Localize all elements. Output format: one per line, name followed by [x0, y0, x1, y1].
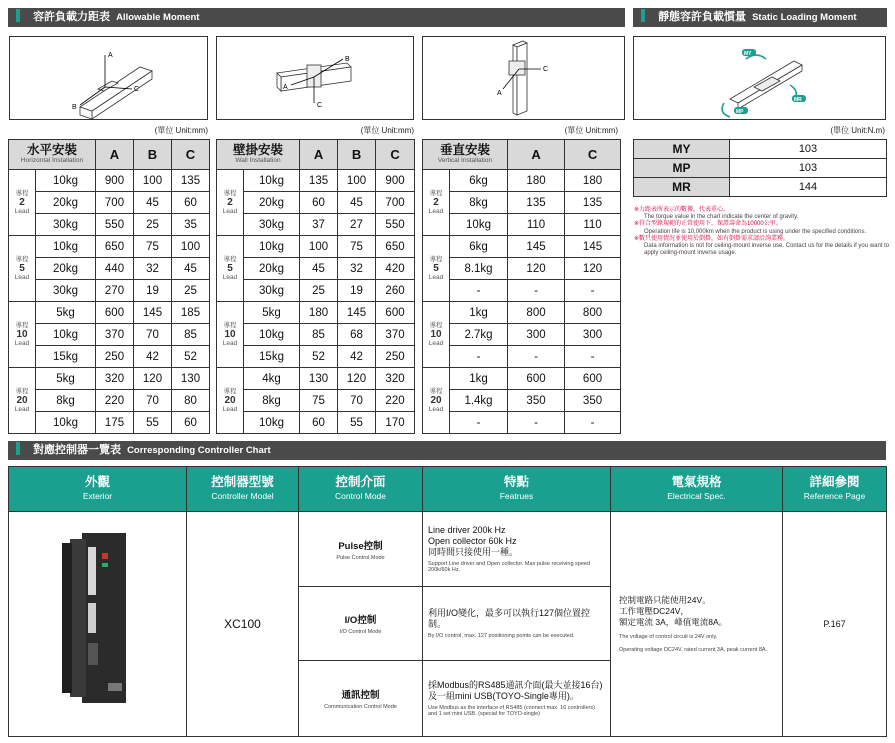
- moment-value-cell: 650: [96, 236, 134, 258]
- load-cell: 5kg: [36, 302, 96, 324]
- axis-c-label: C: [543, 66, 549, 73]
- load-cell: -: [450, 346, 508, 368]
- column-header-c: C: [565, 140, 621, 170]
- moment-value-cell: 300: [508, 324, 565, 346]
- load-cell: 20kg: [36, 192, 96, 214]
- table-row: [217, 258, 415, 280]
- lead-cell: 導程 10 Lead: [217, 302, 244, 368]
- moment-value-cell: 100: [134, 170, 172, 192]
- moment-value-cell: 180: [300, 302, 338, 324]
- moment-value-cell: 350: [508, 390, 565, 412]
- moment-value-cell: 180: [508, 170, 565, 192]
- moment-value-cell: 80: [172, 390, 210, 412]
- moment-value-cell: 60: [172, 412, 210, 434]
- moment-value-cell: 420: [376, 258, 415, 280]
- allowable-moment-header: 容許負載力距表 Allowable Moment: [8, 8, 625, 27]
- horizontal-actuator-icon: [10, 37, 207, 119]
- moment-value: 103: [730, 140, 887, 159]
- moment-value-cell: 320: [376, 368, 415, 390]
- load-cell: 8kg: [450, 192, 508, 214]
- load-cell: 10kg: [36, 170, 96, 192]
- table-row: [9, 390, 210, 412]
- moment-value-cell: 260: [376, 280, 415, 302]
- table-row: [217, 192, 415, 214]
- moment-value-cell: 27: [338, 214, 376, 236]
- axis-c-label: C: [134, 86, 140, 93]
- table-row: [217, 412, 415, 434]
- moment-value-cell: 85: [300, 324, 338, 346]
- moment-value-cell: -: [508, 412, 565, 434]
- moment-value-cell: 130: [300, 368, 338, 390]
- notes: ※力距表所表示的數據，代表重心。 The torque value in the chart indicate the center of gravity. ※符合型錄規範的正常使用下，保證壽命為10000公里。 Operation life is 10,000km when the product is using under the specified conditions. ※數只使用情況並使用於倒掛，如有倒掛需求請洽詢業務。 Data information is not for ceiling-mount inverse use. Contact us for the details if you want to apply ceiling-mount inverse usage.: [634, 207, 890, 257]
- load-cell: 30kg: [36, 214, 96, 236]
- table-row: [217, 368, 415, 390]
- install-type-header: 垂直安裝 Vertical Installation: [423, 140, 508, 170]
- vertical-moment-table: [422, 139, 621, 434]
- axis-b-label: B: [72, 104, 77, 111]
- static-moment-actuator-icon: [634, 37, 885, 119]
- controller-column-header: 詳細參閱 Reference Page: [783, 467, 887, 512]
- moment-value-cell: 800: [508, 302, 565, 324]
- table-row: [217, 390, 415, 412]
- moment-value-cell: 110: [508, 214, 565, 236]
- load-cell: 10kg: [36, 412, 96, 434]
- static-moment-row: [634, 159, 887, 178]
- load-cell: 4kg: [244, 368, 300, 390]
- moment-value-cell: 600: [96, 302, 134, 324]
- moment-value-cell: 120: [134, 368, 172, 390]
- moment-value-cell: 550: [96, 214, 134, 236]
- load-cell: 8kg: [244, 390, 300, 412]
- static-moment-row: [634, 178, 887, 197]
- moment-value-cell: 60: [300, 192, 338, 214]
- moment-value-cell: 250: [376, 346, 415, 368]
- moment-value-cell: 220: [96, 390, 134, 412]
- table-row: [9, 324, 210, 346]
- table-row: [9, 170, 210, 192]
- moment-value-cell: 60: [300, 412, 338, 434]
- lead-cell: 導程 10 Lead: [9, 302, 36, 368]
- moment-value-cell: 900: [376, 170, 415, 192]
- moment-value-cell: 220: [376, 390, 415, 412]
- moment-value-cell: 370: [96, 324, 134, 346]
- unit-label: (單位 Unit:mm): [154, 126, 208, 135]
- load-cell: 10kg: [244, 324, 300, 346]
- wall-install-diagram: [216, 36, 414, 120]
- moment-value-cell: 25: [300, 280, 338, 302]
- controller-column-header: 控制介面 Control Mode: [299, 467, 423, 512]
- table-row: [217, 324, 415, 346]
- table-row: [423, 390, 621, 412]
- load-cell: -: [450, 280, 508, 302]
- moment-value-cell: 170: [376, 412, 415, 434]
- moment-value-cell: 600: [508, 368, 565, 390]
- table-row: [423, 346, 621, 368]
- moment-value-cell: 185: [172, 302, 210, 324]
- controller-exterior-image: [9, 512, 187, 737]
- table-row: [423, 192, 621, 214]
- moment-value-cell: 135: [300, 170, 338, 192]
- moment-value-cell: 135: [172, 170, 210, 192]
- moment-value-cell: 120: [508, 258, 565, 280]
- table-row: [423, 302, 621, 324]
- moment-value-cell: 19: [134, 280, 172, 302]
- moment-type: MR: [634, 178, 730, 197]
- feat0-text: Line driver 200k Hz Open collector 60k Hz 同時間只接使用一種。: [428, 524, 519, 557]
- moment-value-cell: 100: [172, 236, 210, 258]
- wall-moment-table: [216, 139, 415, 434]
- moment-value-cell: 600: [565, 368, 621, 390]
- moment-value-cell: 145: [134, 302, 172, 324]
- moment-value-cell: 42: [338, 346, 376, 368]
- moment-value-cell: -: [508, 280, 565, 302]
- load-cell: -: [450, 412, 508, 434]
- table-row: [9, 346, 210, 368]
- moment-type: MP: [634, 159, 730, 178]
- moment-value-cell: -: [565, 412, 621, 434]
- control-mode-communication: 通訊控制 Communication Control Mode: [299, 661, 423, 737]
- lead-cell: 導程 10 Lead: [423, 302, 450, 368]
- static-moment-row: [634, 140, 887, 159]
- load-cell: 30kg: [244, 214, 300, 236]
- mp-label: MP: [736, 109, 744, 115]
- load-cell: 1.4kg: [450, 390, 508, 412]
- column-header-a: A: [300, 140, 338, 170]
- load-cell: 30kg: [244, 280, 300, 302]
- horizontal-moment-table: [8, 139, 210, 434]
- feature-pulse: Line driver 200k Hz Open collector 60k Hz 同時間只接使用一種。 Support Line driver and Open collector. Max pulse receiving speed 200k/60k Hz.: [423, 512, 611, 587]
- table-row: [423, 280, 621, 302]
- load-cell: 15kg: [244, 346, 300, 368]
- lead-cell: 導程 2 Lead: [217, 170, 244, 236]
- controller-model: XC100: [187, 512, 299, 737]
- moment-value-cell: 75: [134, 236, 172, 258]
- load-cell: 15kg: [36, 346, 96, 368]
- table-row: [9, 258, 210, 280]
- moment-value: 103: [730, 159, 887, 178]
- table-row: [9, 412, 210, 434]
- moment-value-cell: 550: [376, 214, 415, 236]
- axis-c-label: C: [317, 102, 323, 109]
- lead-cell: 導程 20 Lead: [423, 368, 450, 434]
- moment-value-cell: 45: [172, 258, 210, 280]
- my-label: MY: [744, 51, 752, 57]
- moment-value-cell: 650: [376, 236, 415, 258]
- load-cell: 20kg: [244, 192, 300, 214]
- table-row: [423, 368, 621, 390]
- wall-actuator-icon: [217, 37, 413, 119]
- controller-column-header: 特點 Featrues: [423, 467, 611, 512]
- moment-value-cell: 900: [96, 170, 134, 192]
- moment-value-cell: 55: [134, 412, 172, 434]
- table-row: [217, 346, 415, 368]
- moment-value-cell: 70: [134, 390, 172, 412]
- static-loading-moment-header: 靜態容許負載慣量 Static Loading Moment: [633, 8, 887, 27]
- moment-value-cell: 300: [565, 324, 621, 346]
- load-cell: 20kg: [244, 258, 300, 280]
- load-cell: 1kg: [450, 368, 508, 390]
- column-header-a: A: [96, 140, 134, 170]
- install-type-header: 壁掛安裝 Wall Installation: [217, 140, 300, 170]
- moment-value-cell: 100: [338, 170, 376, 192]
- unit-label: (單位 Unit:N.m): [830, 126, 885, 135]
- column-header-a: A: [508, 140, 565, 170]
- control-mode-io: I/O控制 I/O Control Mode: [299, 587, 423, 661]
- table-row: [423, 170, 621, 192]
- reference-page: P.167: [783, 512, 887, 737]
- table-row: [9, 302, 210, 324]
- load-cell: 10kg: [36, 236, 96, 258]
- moment-value-cell: 75: [338, 236, 376, 258]
- controller-column-header: 控制器型號 Controller Model: [187, 467, 299, 512]
- moment-value-cell: 320: [96, 368, 134, 390]
- moment-value-cell: -: [508, 346, 565, 368]
- table-row: [217, 280, 415, 302]
- load-cell: 8.1kg: [450, 258, 508, 280]
- mr-label: MR: [794, 97, 802, 103]
- moment-value-cell: 250: [96, 346, 134, 368]
- moment-value-cell: 180: [565, 170, 621, 192]
- vertical-actuator-icon: [423, 37, 624, 119]
- feature-io: 利用I/O變化，最多可以執行127個位置控制。 By I/O control, max. 127 positioning points can be executed.: [423, 587, 611, 661]
- static-moment-table: [633, 139, 887, 197]
- feature-communication: 採Modbus的RS485通訊介面(最大並接16台)及一組mini USB(TOYO-Single專用)。 Use Modbus as the interface of RS485 (connect max. 16 controllers) and 1 set mini USB. (special for TOYO-single): [423, 661, 611, 737]
- static-moment-diagram: [633, 36, 886, 120]
- moment-value-cell: 25: [172, 280, 210, 302]
- moment-value-cell: 32: [338, 258, 376, 280]
- moment-value-cell: 600: [376, 302, 415, 324]
- column-header-b: B: [134, 140, 172, 170]
- moment-value-cell: 700: [96, 192, 134, 214]
- moment-value-cell: -: [565, 346, 621, 368]
- unit-label: (單位 Unit:mm): [564, 126, 618, 135]
- lead-cell: 導程 5 Lead: [9, 236, 36, 302]
- load-cell: 2.7kg: [450, 324, 508, 346]
- moment-value-cell: 45: [338, 192, 376, 214]
- moment-type: MY: [634, 140, 730, 159]
- moment-value-cell: 350: [565, 390, 621, 412]
- column-header-c: C: [376, 140, 415, 170]
- moment-value-cell: 52: [172, 346, 210, 368]
- table-row: [423, 324, 621, 346]
- load-cell: 10kg: [36, 324, 96, 346]
- controller-chart-header: 對應控制器一覽表 Corresponding Controller Chart: [8, 441, 886, 460]
- controller-device-icon: [48, 523, 148, 723]
- table-row: [423, 236, 621, 258]
- moment-value-cell: 45: [134, 192, 172, 214]
- load-cell: 1kg: [450, 302, 508, 324]
- lead-cell: 導程 20 Lead: [9, 368, 36, 434]
- moment-value-cell: 85: [172, 324, 210, 346]
- controller-column-header: 外觀 Exterior: [9, 467, 187, 512]
- moment-value-cell: 60: [172, 192, 210, 214]
- moment-value-cell: 700: [376, 192, 415, 214]
- table-row: [9, 214, 210, 236]
- load-cell: 30kg: [36, 280, 96, 302]
- moment-value-cell: 100: [300, 236, 338, 258]
- moment-value-cell: 70: [338, 390, 376, 412]
- moment-value-cell: 800: [565, 302, 621, 324]
- load-cell: 10kg: [244, 412, 300, 434]
- lead-cell: 導程 20 Lead: [217, 368, 244, 434]
- load-cell: 6kg: [450, 236, 508, 258]
- column-header-c: C: [172, 140, 210, 170]
- table-row: [217, 214, 415, 236]
- axis-a-label: A: [108, 52, 113, 59]
- moment-value-cell: 19: [338, 280, 376, 302]
- lead-cell: 導程 5 Lead: [423, 236, 450, 302]
- lead-cell: 導程 2 Lead: [9, 170, 36, 236]
- moment-value-cell: 35: [172, 214, 210, 236]
- moment-value-cell: 135: [565, 192, 621, 214]
- table-row: [217, 170, 415, 192]
- table-row: [423, 258, 621, 280]
- axis-a-label: A: [283, 84, 288, 91]
- table-row: [9, 368, 210, 390]
- load-cell: 10kg: [244, 170, 300, 192]
- electrical-spec: 控制電路只能使用24V。 工作電壓DC24V， 額定電流 3A，峰值電流8A。 The voltage of control circuit is 24V only. Operating voltage DC24V, rated current 3A, peak current 8A.: [611, 512, 783, 737]
- moment-value-cell: 52: [300, 346, 338, 368]
- load-cell: 20kg: [36, 258, 96, 280]
- moment-value-cell: 75: [300, 390, 338, 412]
- moment-value-cell: 440: [96, 258, 134, 280]
- moment-value-cell: 70: [134, 324, 172, 346]
- controller-chart-table: [8, 466, 887, 737]
- load-cell: 5kg: [36, 368, 96, 390]
- moment-value-cell: -: [565, 280, 621, 302]
- moment-value-cell: 130: [172, 368, 210, 390]
- load-cell: 6kg: [450, 170, 508, 192]
- moment-value-cell: 120: [565, 258, 621, 280]
- load-cell: 8kg: [36, 390, 96, 412]
- axis-a-label: A: [497, 90, 502, 97]
- load-cell: 5kg: [244, 302, 300, 324]
- lead-cell: 導程 2 Lead: [423, 170, 450, 236]
- moment-value-cell: 270: [96, 280, 134, 302]
- elec-text: 控制電路只能使用24V。 工作電壓DC24V， 額定電流 3A，峰值電流8A。: [619, 595, 728, 627]
- moment-value-cell: 110: [565, 214, 621, 236]
- moment-value-cell: 45: [300, 258, 338, 280]
- column-header-b: B: [338, 140, 376, 170]
- moment-value-cell: 42: [134, 346, 172, 368]
- unit-label: (單位 Unit:mm): [360, 126, 414, 135]
- table-row: [9, 280, 210, 302]
- table-row: [9, 192, 210, 214]
- moment-value-cell: 135: [508, 192, 565, 214]
- load-cell: 10kg: [244, 236, 300, 258]
- install-type-header: 水平安裝 Horizontal Installation: [9, 140, 96, 170]
- moment-value-cell: 55: [338, 412, 376, 434]
- moment-value-cell: 145: [338, 302, 376, 324]
- lead-cell: 導程 5 Lead: [217, 236, 244, 302]
- control-mode-pulse: Pulse控制 Pulse Control Mode: [299, 512, 423, 587]
- moment-value-cell: 25: [134, 214, 172, 236]
- moment-value-cell: 145: [508, 236, 565, 258]
- table-row: [423, 214, 621, 236]
- moment-value-cell: 68: [338, 324, 376, 346]
- table-row: [9, 236, 210, 258]
- moment-value-cell: 145: [565, 236, 621, 258]
- moment-value-cell: 37: [300, 214, 338, 236]
- table-row: [217, 302, 415, 324]
- load-cell: 10kg: [450, 214, 508, 236]
- axis-b-label: B: [345, 56, 350, 63]
- moment-value-cell: 370: [376, 324, 415, 346]
- controller-column-header: 電氣規格 Electrical Spec.: [611, 467, 783, 512]
- moment-value-cell: 120: [338, 368, 376, 390]
- table-row: [217, 236, 415, 258]
- vertical-install-diagram: [422, 36, 625, 120]
- horizontal-install-diagram: [9, 36, 208, 120]
- moment-value-cell: 32: [134, 258, 172, 280]
- table-row: [423, 412, 621, 434]
- moment-value: 144: [730, 178, 887, 197]
- moment-value-cell: 175: [96, 412, 134, 434]
